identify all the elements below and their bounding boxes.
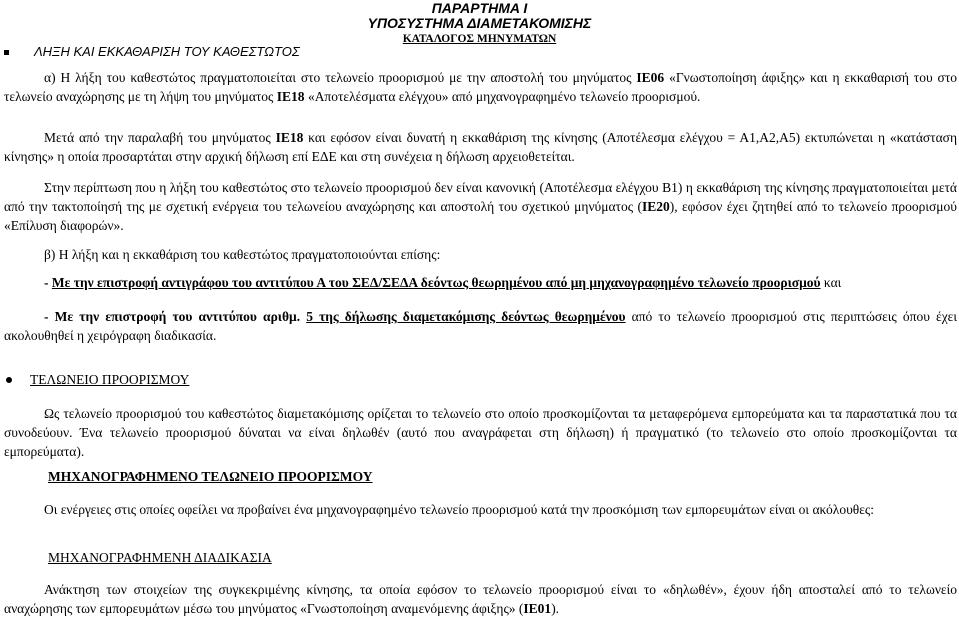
paragraph-a: α) Η λήξη του καθεστώτος πραγματοποιείται στο τελωνείο προορισμού με την αποστολή του μηνύματος ΙΕ06 «Γνωστοποίηση άφιξης» και η εκκαθαρισή του στο τελωνείο αναχώρησης με τη λήψη του μηνύματος ΙΕ18 «Αποτελέσματα ελέγχου» από μηχανογραφημένο τελωνείο προορισμού. bbox=[4, 70, 957, 104]
message-catalog-title: ΚΑΤΑΛΟΓΟΣ ΜΗΝΥΜΑΤΩΝ bbox=[402, 33, 557, 45]
square-bullet-icon bbox=[4, 50, 9, 55]
paragraph-procedure: Ανάκτηση των στοιχείων της συγκεκριμένης κίνησης, τα οποία εφόσον το τελωνείο προορισμού είναι το «δηλωθέν», έχουν ήδη αποσταλεί από το τελωνείο αναχώρησης των εμπορευμάτων μέσω του μηνύματος «Γνωστοποίηση αναμενόμενης άφιξης» (ΙΕ01). bbox=[4, 582, 957, 616]
paragraph-b: β) Η λήξη και η εκκαθάριση του καθεστώτος πραγματοποιούνται επίσης: bbox=[44, 247, 441, 262]
mechanized-office-heading: ΜΗΧΑΝΟΓΡΑΦΗΜΕΝΟ ΤΕΛΩΝΕΙΟ ΠΡΟΟΡΙΣΜΟΥ bbox=[48, 469, 373, 484]
list-item-copy-a: - Με την επιστροφή αντιγράφου του αντιτύπου Α του ΣΕΔ/ΣΕΔΑ δεόντως θεωρημένου από μη μηχανογραφημένο τελωνείο προορισμού και bbox=[44, 275, 842, 290]
paragraph-destination: Ως τελωνείο προορισμού του καθεστώτος διαμετακόμισης ορίζεται το τελωνείο στο οποίο προσκομίζονται τα μεταφερόμενα εμπορεύματα και τα παραστατικά που τα συνοδεύουν. Ένα τελωνείο προορισμού δύναται να είναι δηλωθέν (αυτό που αναγράφεται στη δήλωση) ή πραγματικό (το τελωνείο στο οποίο προσκομίζονται τα εμπορεύματα). bbox=[4, 406, 957, 459]
paragraph-irregular-case: Στην περίπτωση που η λήξη του καθεστώτος στο τελωνείο προορισμού δεν είναι κανονική (Αποτέλεσμα ελέγχου Β1) η εκκαθάριση της κίνησης πραγματοποιείται μετά από την τακτοποίησή της με σχετική ενέργεια του τελωνείου αναχώρησης και αποστολή του σχετικού μηνύματος (ΙΕ20), εφόσον έχει ζητηθεί από το τελωνείο προορισμού «Επίλυση διαφορών». bbox=[4, 180, 957, 233]
annex-title: ΠΑΡΑΡΤΗΜΑ Ι bbox=[431, 0, 528, 16]
subsystem-title: ΥΠΟΣΥΣΤΗΜΑ ΔΙΑΜΕΤΑΚΟΜΙΣΗΣ bbox=[367, 15, 592, 31]
destination-heading-text: ΤΕΛΩΝΕΙΟ ΠΡΟΟΡΙΣΜΟΥ bbox=[30, 372, 190, 387]
paragraph-mechanized: Οι ενέργειες στις οποίες οφείλει να προβαίνει ένα μηχανογραφημένο τελωνείο προορισμού κατά την προσκόμιση των εμπορευμάτων είναι οι ακόλουθες: bbox=[44, 502, 874, 517]
paragraph-after-receipt: Μετά από την παραλαβή του μηνύματος ΙΕ18 και εφόσον είναι δυνατή η εκκαθάριση της κίνησης (Αποτέλεσμα ελέγχου = Α1,Α2,Α5) εκτυπώνεται η «κατάσταση κίνησης» η οποία προσαρτάται στην αρχική δήλωση επί ΕΔΕ και στη συνέχεια η δήλωση αρχειοθετείται. bbox=[4, 130, 958, 164]
section-heading bbox=[4, 44, 300, 59]
destination-heading bbox=[4, 372, 189, 388]
round-bullet-icon bbox=[6, 377, 12, 383]
list-item-copy-5: - Με την επιστροφή του αντιτύπου αριθμ. 5 της δήλωσης διαμετακόμισης δεόντως θεωρημένου από το τελωνείο προορισμού στις περιπτώσεις όπου έχει ακολουθηθεί η χειρόγραφη διαδικασία. bbox=[4, 309, 957, 343]
section-title: ΛΗΞΗ ΚΑΙ ΕΚΚΑΘΑΡΙΣΗ ΤΟΥ ΚΑΘΕΣΤΩΤΟΣ bbox=[34, 44, 300, 59]
mechanized-procedure-heading: ΜΗΧΑΝΟΓΡΑΦΗΜΕΝΗ ΔΙΑΔΙΚΑΣΙΑ bbox=[48, 550, 272, 565]
